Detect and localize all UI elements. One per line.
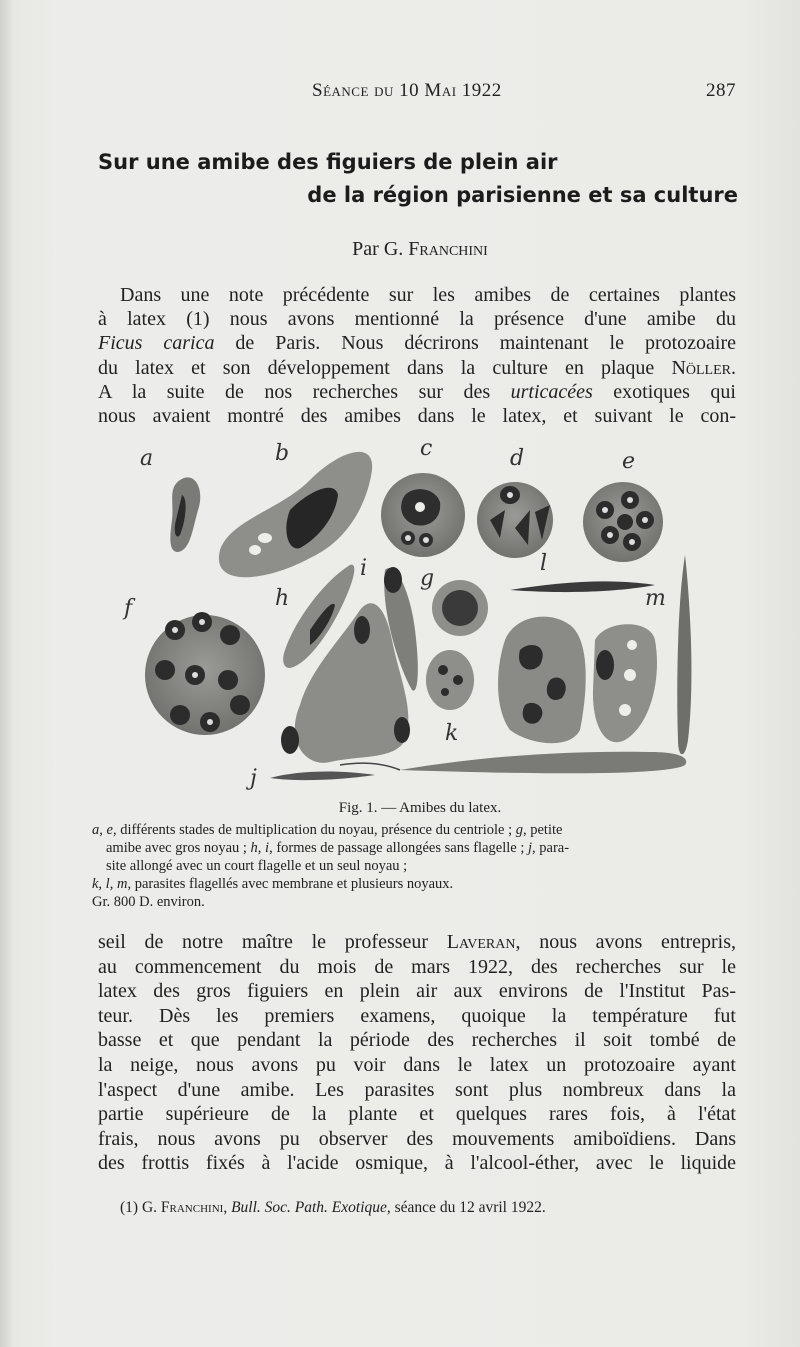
paragraph-line: Dans une note précédente sur les amibes de certaines plantes (120, 284, 736, 306)
paragraph-line: partie supérieure de la plante et quelques rares fois, à l'état (98, 1103, 736, 1126)
fig-label-e: e (622, 449, 636, 474)
page-number: 287 (706, 80, 736, 101)
paragraph-line: frais, nous avons pu observer des mouvements amiboïdiens. Dans (98, 1127, 736, 1150)
legend-row (92, 839, 737, 857)
paragraph-text: de Paris. Nous décrirons maintenant le protozoaire (214, 332, 737, 355)
legend-row: site allongé avec un court flagelle et un seul noyau ; (106, 858, 408, 874)
legend-text: , petite (522, 822, 563, 838)
paragraph-line (98, 331, 736, 355)
paragraph-line: au commencement du mois de mars 1922, des recherches sur le (98, 955, 736, 978)
species-name: Ficus carica (98, 332, 215, 355)
legend-text: , formes de passage allongées sans flagelle ; (269, 840, 528, 856)
cell-k (340, 752, 686, 774)
legend-text: , parasites flagellés avec membrane et plusieurs noyaux. (127, 876, 454, 892)
footnote-text: , séance du 12 avril 1922. (386, 1199, 546, 1216)
author-name: Nöller (671, 356, 731, 379)
cell-l (510, 581, 655, 592)
fig-label-m: m (645, 586, 666, 611)
cell-e (583, 482, 663, 562)
fig-label-f: f (124, 596, 133, 621)
paragraph-text: du latex et son développement dans la culture en plaque (98, 356, 672, 379)
cell-j (270, 772, 375, 781)
legend-text: amibe avec gros noyau ; (106, 840, 251, 856)
paragraph-line: latex des gros figuiers en plein air aux environs de l'Institut Pas- (98, 980, 736, 1003)
running-title: Séance du 10 Mai 1922 (312, 80, 502, 101)
cell-a (170, 477, 200, 552)
legend-key: g (515, 822, 523, 838)
cell-small-round (426, 650, 474, 710)
paragraph-line: teur. Dès les premiers examens, quoique la température fut (98, 1004, 736, 1027)
paragraph-1 (98, 283, 736, 428)
fig-label-h: h (275, 586, 290, 611)
fig-label-a: a (140, 446, 154, 471)
byline (100, 238, 740, 261)
figure-amoebae-illustration (110, 440, 710, 795)
legend-key: j (527, 840, 533, 856)
amoebae-drawing (110, 440, 710, 795)
cell-m-blob (593, 624, 657, 742)
paragraph-line: l'aspect d'une amibe. Les parasites sont plus nombreux dans la (98, 1078, 736, 1101)
legend-row: Gr. 800 D. environ. (92, 894, 205, 910)
fig-label-l: l (540, 551, 548, 576)
cell-f (145, 612, 265, 735)
figure-legend (92, 821, 737, 911)
fig-label-j: j (250, 766, 257, 791)
footnote (120, 1199, 740, 1217)
paragraph-line (98, 930, 736, 955)
author-name: Laveran (446, 931, 516, 953)
family-name: urticacées (510, 380, 593, 403)
paragraph-line: basse et que pendant la période des recherches il soit tombé de (98, 1029, 736, 1052)
legend-key: a, e (92, 822, 113, 838)
paragraph-text: exotiques qui (592, 380, 736, 403)
article-title-line-2: de la région parisienne et sa culture (307, 183, 738, 207)
paragraph-line (98, 380, 736, 404)
fig-label-g: g (420, 566, 435, 591)
cell-long-flagellate (677, 555, 691, 754)
byline-prefix: Par G. (352, 238, 404, 260)
figure-caption: Fig. 1. — Amibes du latex. (338, 800, 502, 816)
article-title-line-1: Sur une amibe des figuiers de plein air (98, 150, 558, 174)
paragraph-line: à latex (1) nous avons mentionné la présence d'une amibe du (98, 308, 736, 331)
legend-text: , para- (532, 840, 570, 856)
legend-key: k, l, m (92, 876, 128, 892)
cell-c (381, 473, 465, 557)
footnote-author: Franchini (160, 1199, 224, 1216)
fig-label-c: c (420, 440, 433, 461)
fig-label-k: k (445, 721, 459, 746)
cell-b (219, 452, 372, 577)
paragraph-line: nous avaient montré des amibes dans le latex, et suivant le con- (98, 405, 736, 428)
paragraph-2 (98, 930, 736, 1176)
byline-author: Franchini (408, 238, 488, 260)
fig-label-i: i (360, 556, 368, 581)
footnote-journal: Bull. Soc. Path. Exotique (231, 1199, 387, 1216)
cell-right-blob (498, 617, 586, 744)
legend-key: h, i (250, 840, 270, 856)
footnote-prefix: (1) G. (120, 1199, 161, 1216)
fig-label-d: d (510, 446, 525, 471)
paragraph-text: . (731, 356, 736, 379)
footnote-separator: , (223, 1199, 232, 1216)
fig-label-b: b (275, 441, 290, 466)
paragraph-line: la neige, nous avons pu voir dans le latex un protozoaire ayant (98, 1053, 736, 1076)
legend-row (92, 875, 737, 893)
paragraph-line (98, 356, 736, 380)
cell-d (477, 482, 553, 558)
legend-text: , différents stades de multiplication du noyau, présence du centriole ; (112, 822, 516, 838)
cell-g (432, 580, 488, 636)
paragraph-text: , nous avons entrepris, (515, 931, 737, 953)
paragraph-line: des frottis fixés à l'acide osmique, à l'alcool-éther, avec le liquide (98, 1152, 736, 1175)
running-header (100, 80, 740, 110)
paragraph-text: A la suite de nos recherches sur des (98, 380, 511, 403)
paragraph-text: seil de notre maître le professeur (98, 931, 447, 953)
legend-row (92, 821, 737, 839)
